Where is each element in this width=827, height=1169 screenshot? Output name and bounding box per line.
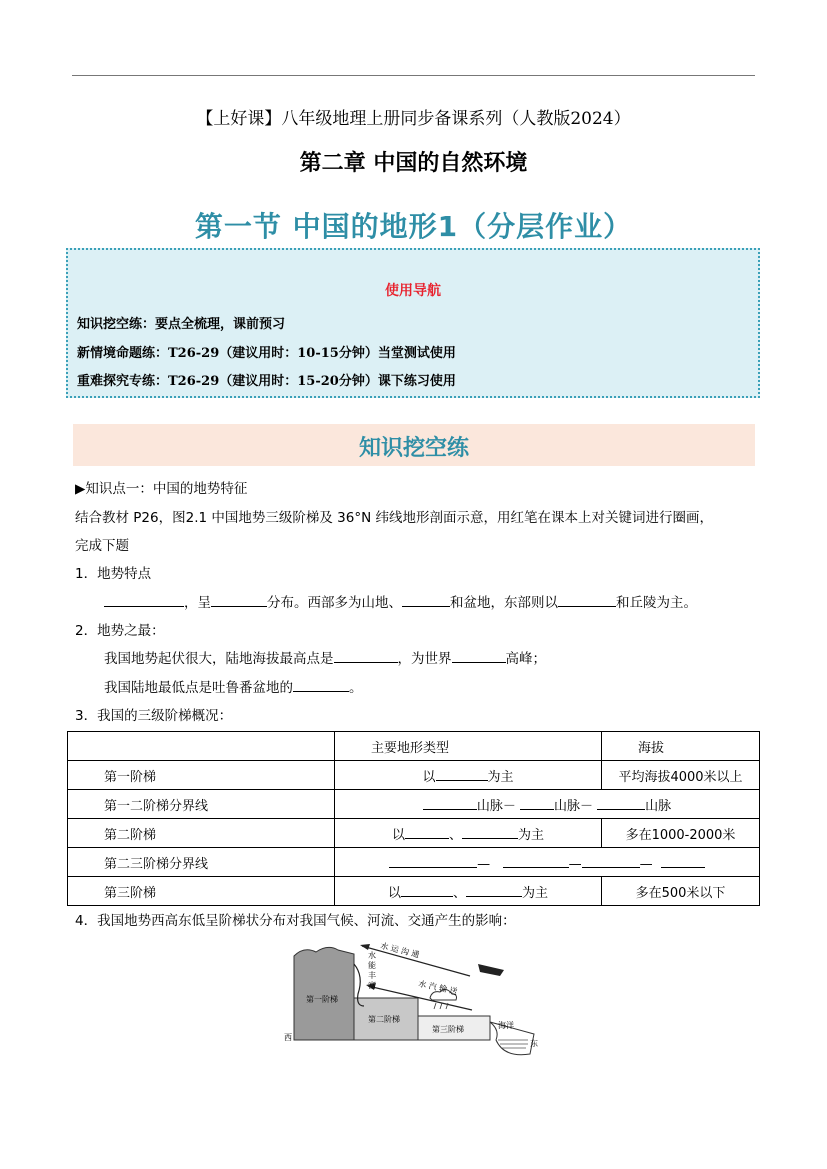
answer-blank[interactable] bbox=[389, 853, 477, 868]
table-row bbox=[68, 819, 760, 848]
table-cell: 以 、 为主 bbox=[335, 819, 602, 848]
table-cell: 第三阶梯 bbox=[68, 877, 335, 906]
table-cell: 平均海拔4000米以上 bbox=[602, 761, 760, 790]
table-cell: 第二三阶梯分界线 bbox=[68, 848, 335, 877]
rain-icon bbox=[434, 1003, 436, 1009]
answer-blank[interactable] bbox=[520, 795, 554, 810]
answer-blank[interactable] bbox=[423, 795, 477, 810]
answer-blank[interactable] bbox=[462, 824, 518, 839]
table-row bbox=[68, 732, 760, 761]
step3-label: 第三阶梯 bbox=[432, 1025, 464, 1034]
west-label: 西 bbox=[284, 1033, 292, 1042]
question-1-label: 1．地势特点 bbox=[75, 566, 152, 582]
question-2-line bbox=[104, 647, 546, 667]
rain-icon bbox=[440, 1003, 442, 1009]
question-2-line bbox=[104, 676, 363, 696]
text-fragment: 和丘陵为主。 bbox=[616, 595, 697, 611]
text-fragment: 高峰； bbox=[505, 651, 546, 667]
answer-blank[interactable] bbox=[293, 677, 349, 692]
answer-blank[interactable] bbox=[503, 853, 569, 868]
question-1-line bbox=[104, 591, 697, 611]
table-cell: 山脉－ 山脉－ 山脉 bbox=[335, 790, 760, 819]
question-2-label: 2．地势之最： bbox=[75, 623, 165, 639]
answer-blank[interactable] bbox=[104, 592, 184, 607]
table-cell: 多在1000-2000米 bbox=[602, 819, 760, 848]
answer-blank[interactable] bbox=[436, 766, 488, 781]
question-4-label: 4．我国地势西高东低呈阶梯状分布对我国气候、河流、交通产生的影响： bbox=[75, 913, 516, 929]
step2-label: 第二阶梯 bbox=[368, 1015, 400, 1024]
answer-blank[interactable] bbox=[405, 824, 449, 839]
intro-text: 结合教材 P26，图2.1 中国地势三级阶梯及 36°N 纬线地形剖面示意，用红笔在课本上对关键词进行圈画， bbox=[75, 510, 713, 526]
text-fragment: 分布。西部多为山地、 bbox=[267, 595, 402, 611]
nav-line: 新情境命题练：T26-29（建议用时：10-15分钟）当堂测试使用 bbox=[77, 346, 456, 361]
table-header: 主要地形类型 bbox=[335, 732, 602, 761]
nav-line: 知识挖空练：要点全梳理，课前预习 bbox=[77, 317, 286, 332]
answer-blank[interactable] bbox=[452, 648, 506, 663]
chapter-title: 第二章 中国的自然环境 bbox=[299, 151, 528, 176]
energy-label: 丰 bbox=[368, 971, 376, 980]
table-cell: 以 、 为主 bbox=[335, 877, 602, 906]
answer-blank[interactable] bbox=[582, 853, 640, 868]
energy-label: 富 bbox=[368, 981, 376, 990]
usage-navigation-box bbox=[66, 248, 760, 398]
header-rule bbox=[72, 75, 755, 76]
terrain-steps-diagram bbox=[282, 936, 544, 1064]
answer-blank[interactable] bbox=[597, 795, 645, 810]
banner-title: 知识挖空练 bbox=[358, 436, 469, 461]
table-cell: 以 为主 bbox=[335, 761, 602, 790]
three-steps-table bbox=[67, 731, 760, 906]
table-header: 海拔 bbox=[602, 732, 760, 761]
answer-blank[interactable] bbox=[211, 592, 267, 607]
table-cell bbox=[68, 732, 335, 761]
table-row bbox=[68, 848, 760, 877]
table-cell: — — — bbox=[335, 848, 760, 877]
intro-text: 完成下题 bbox=[75, 538, 129, 554]
vapor-label: 水 汽 输 送 bbox=[417, 979, 459, 997]
text-fragment: 我国陆地最低点是吐鲁番盆地的 bbox=[104, 680, 293, 696]
knowledge-point-heading: ▶知识点一：中国的地势特征 bbox=[75, 481, 248, 497]
answer-blank[interactable] bbox=[401, 882, 453, 897]
table-cell: 第二阶梯 bbox=[68, 819, 335, 848]
text-fragment: 和盆地，东部则以 bbox=[450, 595, 558, 611]
east-label: 东 bbox=[530, 1039, 538, 1048]
section-title: 第一节 中国的地形1（分层作业） bbox=[194, 210, 633, 243]
table-cell: 第一二阶梯分界线 bbox=[68, 790, 335, 819]
text-fragment: 。 bbox=[349, 680, 363, 696]
arrow-head bbox=[360, 944, 370, 950]
step1-label: 第一阶梯 bbox=[306, 995, 338, 1004]
sea-label: 海洋 bbox=[498, 1021, 514, 1030]
answer-blank[interactable] bbox=[661, 853, 705, 868]
section-banner bbox=[73, 424, 755, 466]
answer-blank[interactable] bbox=[334, 648, 398, 663]
table-row bbox=[68, 790, 760, 819]
table-cell: 多在500米以下 bbox=[602, 877, 760, 906]
text-fragment: ，呈 bbox=[184, 595, 211, 611]
answer-blank[interactable] bbox=[558, 592, 616, 607]
energy-label: 能 bbox=[368, 961, 376, 970]
answer-blank[interactable] bbox=[402, 592, 450, 607]
series-title: 【上好课】八年级地理上册同步备课系列（人教版2024） bbox=[196, 109, 631, 129]
step1-block bbox=[294, 947, 354, 1040]
ship-icon bbox=[478, 964, 504, 976]
text-fragment: 我国地势起伏很大，陆地海拔最高点是 bbox=[104, 651, 334, 667]
answer-blank[interactable] bbox=[466, 882, 522, 897]
energy-label: 水 bbox=[368, 951, 376, 960]
table-cell: 第一阶梯 bbox=[68, 761, 335, 790]
table-row bbox=[68, 877, 760, 906]
transport-label: 水 运 沟 通 bbox=[379, 941, 421, 960]
nav-line: 重难探究专练：T26-29（建议用时：15-20分钟）课下练习使用 bbox=[77, 374, 456, 389]
question-3-label: 3．我国的三级阶梯概况： bbox=[75, 708, 233, 724]
table-row bbox=[68, 761, 760, 790]
text-fragment: ，为世界 bbox=[397, 651, 452, 667]
nav-title: 使用导航 bbox=[385, 283, 441, 299]
